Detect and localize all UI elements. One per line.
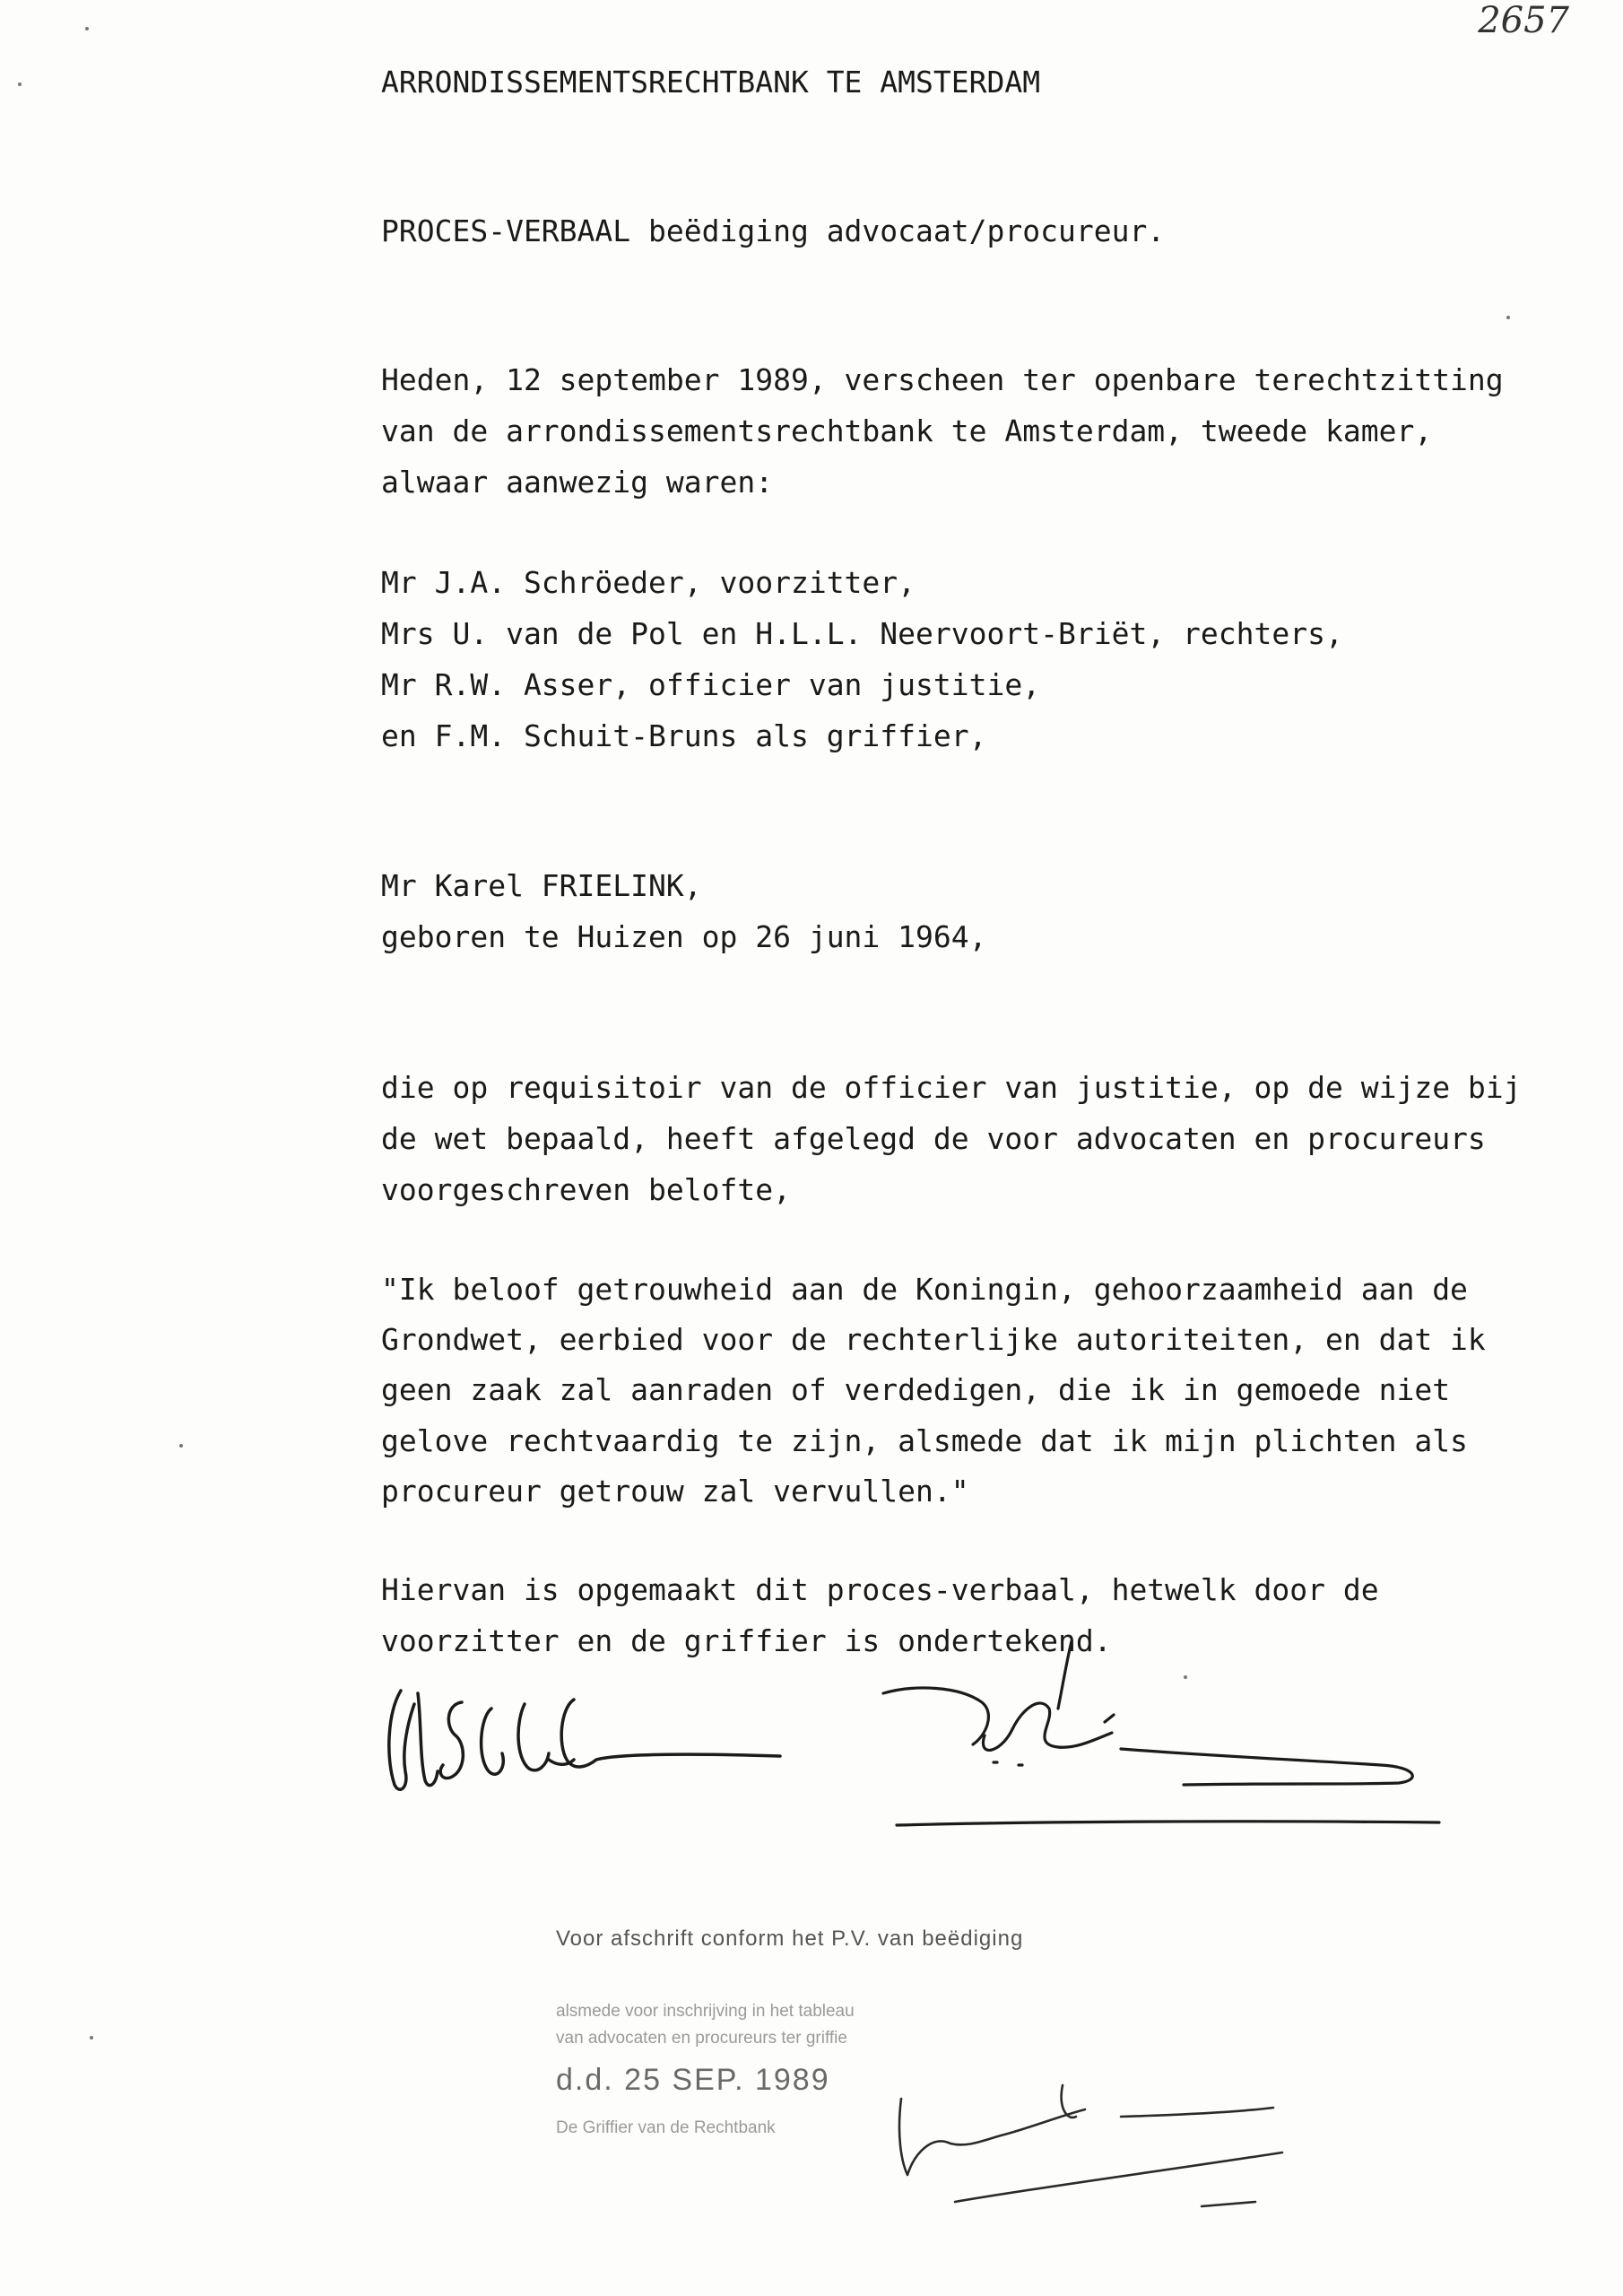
stamp-signature [899, 2085, 1282, 2206]
oath-line-5: procureur getrouw zal vervullen." [381, 1474, 969, 1509]
closing-line-2: voorzitter en de griffier is ondertekend. [381, 1623, 1112, 1658]
stamp-line-3: van advocaten en procureurs ter griffie [556, 2029, 847, 2048]
oath-line-2: Grondwet, eerbied voor de rechterlijke autoriteiten, en dat ik [381, 1322, 1486, 1357]
scan-speck [18, 83, 22, 86]
scan-speck [90, 2036, 93, 2039]
scan-speck [179, 1444, 183, 1448]
stamp-line-2: alsmede voor inschrijving in het tableau [556, 2002, 855, 2021]
oath-line-4: gelove rechtvaardig te zijn, alsmede dat ik mijn plichten als [381, 1423, 1468, 1458]
clerk-signature [883, 1641, 1439, 1825]
present-clerk: en F.M. Schuit-Bruns als griffier, [381, 718, 987, 753]
stamp-line-5: De Griffier van de Rechtbank [556, 2118, 776, 2137]
person-name: Mr Karel FRIELINK, [381, 868, 702, 903]
stamp-line-1: Voor afschrift conform het P.V. van beëdiging [556, 1926, 1024, 1951]
page-number: 2657 [1478, 0, 1569, 41]
court-heading: ARRONDISSEMENTSRECHTBANK TE AMSTERDAM [381, 65, 1041, 100]
chair-signature [389, 1691, 780, 1789]
present-chair: Mr J.A. Schröeder, voorzitter, [381, 565, 916, 600]
oath-line-3: geen zaak zal aanraden of verdedigen, die ik in gemoede niet [381, 1372, 1451, 1407]
scan-speck [1184, 1675, 1187, 1679]
intro-line-2: van de arrondissementsrechtbank te Amsterdam, tweede kamer, [381, 413, 1433, 448]
requisition-line-3: voorgeschreven belofte, [381, 1172, 791, 1207]
person-birth: geboren te Huizen op 26 juni 1964, [381, 919, 987, 954]
requisition-line-1: die op requisitoir van de officier van justitie, op de wijze bij [381, 1070, 1522, 1105]
stamp-date: d.d. 25 SEP. 1989 [556, 2063, 830, 2097]
requisition-line-2: de wet bepaald, heeft afgelegd de voor advocaten en procureurs [381, 1121, 1486, 1156]
closing-line-1: Hiervan is opgemaakt dit proces-verbaal, hetwelk door de [381, 1572, 1379, 1607]
document-title: PROCES-VERBAAL beëdiging advocaat/procureur. [381, 213, 1166, 248]
scan-speck [1506, 316, 1510, 319]
oath-line-1: "Ik beloof getrouwheid aan de Koningin, gehoorzaamheid aan de [381, 1272, 1468, 1307]
scan-speck [85, 27, 89, 30]
intro-line-3: alwaar aanwezig waren: [381, 465, 774, 500]
present-prosecutor: Mr R.W. Asser, officier van justitie, [381, 667, 1041, 702]
present-judges: Mrs U. van de Pol en H.L.L. Neervoort-Briët, rechters, [381, 616, 1343, 651]
intro-line-1: Heden, 12 september 1989, verscheen ter openbare terechtzitting [381, 362, 1504, 397]
